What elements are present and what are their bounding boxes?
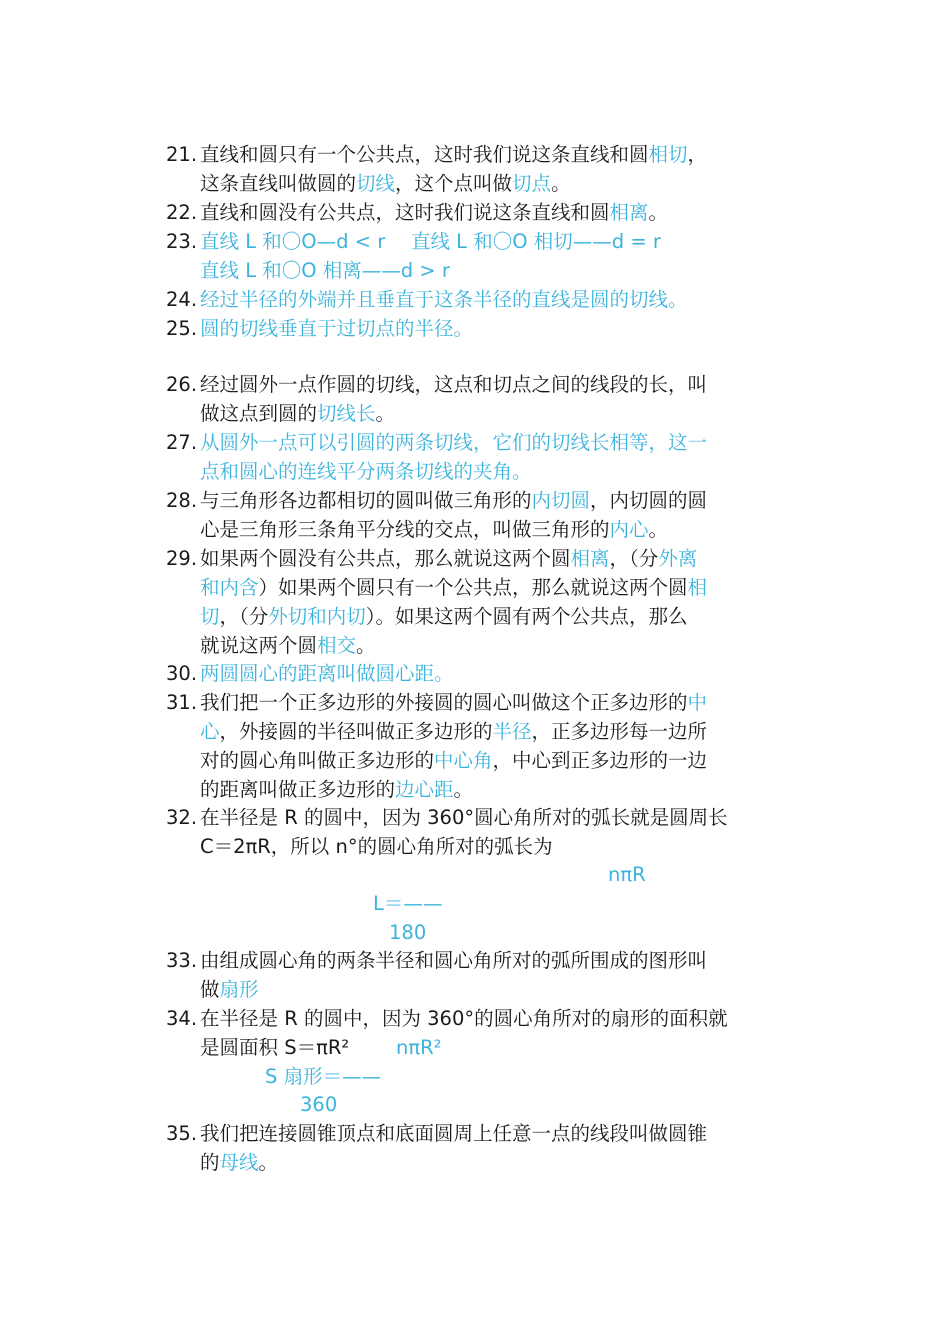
item-31-line-1 [166,688,786,717]
text: 在半径是 R 的圆中，因为 360°圆心角所对的弧长就是圆周长 [200,806,728,829]
term-highlight: 切 [200,605,220,628]
text: 。 [551,172,571,195]
item-number: 25. [166,317,198,340]
item-27-line-1 [166,428,786,457]
term-highlight: 母线 [219,1151,259,1174]
text: 。 [648,201,669,224]
text: 。 [648,518,669,541]
text: 的 [200,1151,220,1174]
term-highlight: 半径 [492,720,532,743]
item-number: 23. [166,230,198,253]
item-32-line-1 [166,803,786,832]
item-30 [166,659,786,688]
text: 。 [258,1151,279,1174]
text: 我们把连接圆锥顶点和底面圆周上任意一点的线段叫做圆锥 [200,1122,708,1145]
text: 由组成圆心角的两条半径和圆心角所对的弧所围成的图形叫 [200,949,708,972]
item-35-line-2 [200,1148,786,1177]
term-highlight: 点和圆心的连线平分两条切线的夹角。 [200,460,532,483]
text: 的距离叫做正多边形的 [200,778,396,801]
item-number: 24. [166,288,198,311]
item-34-line-2 [200,1033,786,1062]
term-highlight: 相 [687,576,708,599]
term-highlight: 外离 [658,547,698,570]
term-highlight: 从圆外一点可以引圆的两条切线，它们的切线长相等，这一 [200,431,708,454]
term-highlight: 和内含 [200,576,259,599]
text: 是圆面积 S＝πR² [200,1036,350,1059]
term-highlight: 外切和内切 [268,605,366,628]
term-highlight: 圆的切线垂直于过切点的半径。 [200,317,474,340]
text: C＝2πR，所以 n°的圆心角所对的弧长为 [200,835,553,858]
text: 就说这两个圆 [200,634,318,657]
item-number: 34. [166,1007,198,1030]
text: 做 [200,978,220,1001]
term-highlight: 直线 L 和〇O 相离——d > r [200,259,450,282]
item-26-line-2 [200,399,786,428]
item-number: 21. [166,143,198,166]
term-highlight: 中 [687,691,708,714]
sector-area-numerator: nπR² [396,1036,442,1059]
item-21-line-2 [200,169,786,198]
item-31-line-4 [200,775,786,804]
item-31-line-2 [200,717,786,746]
term-highlight: 边心距 [395,778,454,801]
text: ，这个点叫做 [395,172,513,195]
item-29-line-2 [200,573,786,602]
item-33-line-1 [166,946,786,975]
term-highlight: 心 [200,720,220,743]
item-25 [166,314,786,343]
item-29-line-1 [166,544,786,573]
text: 。 [453,778,474,801]
item-31-line-3 [200,746,786,775]
item-number: 32. [166,806,198,829]
term-highlight: 相切 [648,143,688,166]
item-23-line-1 [166,227,786,256]
term-highlight: 两圆圆心的距离叫做圆心距。 [200,662,454,685]
text: ，（分 [219,605,269,628]
term-highlight: 切线长 [317,402,376,425]
term-highlight: 相离 [570,547,610,570]
term-highlight: 直线 L 和〇O—d < r 直线 L 和〇O 相切——d = r [200,230,661,253]
item-32-line-2 [200,832,786,861]
item-34-line-1 [166,1004,786,1033]
item-21-line-1 [166,140,786,169]
item-number: 29. [166,547,198,570]
term-highlight: 相交 [317,634,357,657]
arc-length-formula: L＝—— [373,892,443,915]
text: ，内切圆的圆 [590,489,708,512]
item-28-line-2 [200,515,786,544]
item-number: 35. [166,1122,198,1145]
term-highlight: 相离 [609,201,649,224]
text: ，中心到正多边形的一边 [492,749,708,772]
text: 如果两个圆没有公共点，那么就说这两个圆 [200,547,571,570]
text: ，（分 [609,547,659,570]
item-number: 27. [166,431,198,454]
item-number: 26. [166,373,198,396]
term-highlight: 切线 [356,172,396,195]
text: 经过圆外一点作圆的切线，这点和切点之间的线段的长，叫 [200,373,708,396]
text: ）。如果这两个圆有两个公共点，那么 [365,605,688,628]
text: 直线和圆只有一个公共点，这时我们说这条直线和圆 [200,143,649,166]
item-23-line-2 [200,256,786,285]
term-highlight: 内切圆 [531,489,591,512]
item-29-line-4 [200,631,786,660]
text: 。 [375,402,396,425]
term-highlight: 中心角 [434,749,493,772]
term-highlight: 内心 [609,518,649,541]
text: ）如果两个圆只有一个公共点，那么就说这两个圆 [258,576,688,599]
item-29-line-3 [200,602,786,631]
item-27-line-2 [200,457,786,486]
text: ，外接圆的半径叫做正多边形的 [219,720,493,743]
text: 。 [356,634,376,657]
text: 在半径是 R 的圆中，因为 360°的圆心角所对的扇形的面积就 [200,1007,728,1030]
term-highlight: 扇形 [219,978,259,1001]
item-number: 31. [166,691,198,714]
text: 对的圆心角叫做正多边形的 [200,749,435,772]
sector-area-denominator: 360 [300,1093,338,1116]
arc-length-numerator: nπR [608,863,646,886]
text: ，正多边形每一边所 [531,720,708,743]
text: ， [687,143,708,166]
text: 直线和圆没有公共点，这时我们说这条直线和圆 [200,201,610,224]
item-26-line-1 [166,370,786,399]
item-22 [166,198,786,227]
item-number: 30. [166,662,198,685]
text: 我们把一个正多边形的外接圆的圆心叫做这个正多边形的 [200,691,688,714]
item-28-line-1 [166,486,786,515]
arc-length-denominator: 180 [389,921,427,944]
item-number: 33. [166,949,198,972]
text: 与三角形各边都相切的圆叫做三角形的 [200,489,532,512]
sector-area-formula: S 扇形＝—— [265,1065,382,1088]
text: 心是三角形三条角平分线的交点，叫做三角形的 [200,518,610,541]
item-33-line-2 [200,975,786,1004]
item-35-line-1 [166,1119,786,1148]
term-highlight: 切点 [512,172,552,195]
text: 这条直线叫做圆的 [200,172,357,195]
item-24 [166,285,786,314]
term-highlight: 经过半径的外端并且垂直于这条半径的直线是圆的切线。 [200,288,688,311]
item-number: 28. [166,489,198,512]
item-number: 22. [166,201,198,224]
text: 做这点到圆的 [200,402,318,425]
